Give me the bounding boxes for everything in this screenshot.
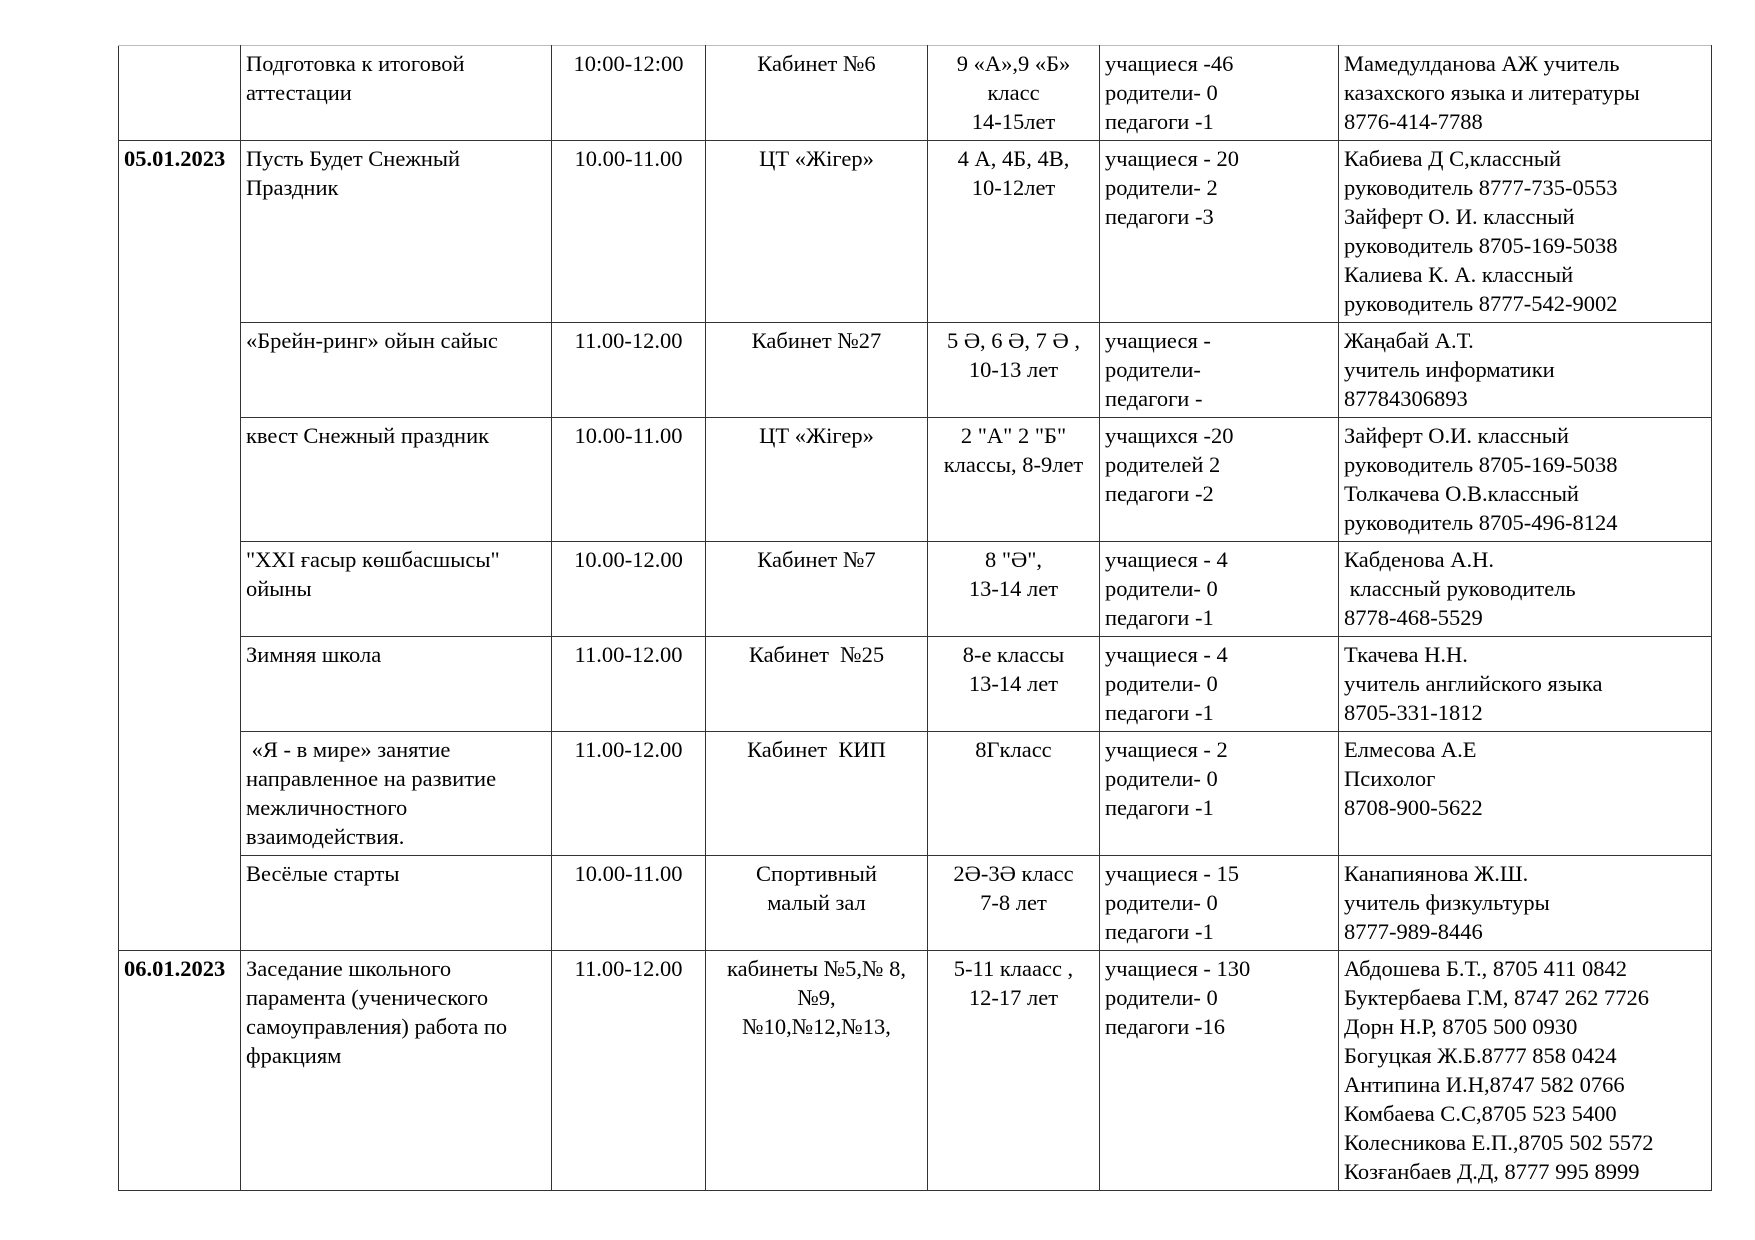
participants-line: педагоги -1	[1105, 605, 1214, 630]
class-line: 9 «А»,9 «Б»	[956, 51, 1071, 76]
class-line: 13-14 лет	[968, 576, 1059, 601]
class-line: 4 А, 4Б, 4В,	[957, 146, 1070, 171]
event-cell	[241, 141, 552, 323]
participants-cell	[1100, 542, 1339, 637]
event-cell	[241, 856, 552, 951]
class-line: 2Ә-3Ә класс	[953, 861, 1074, 886]
participants-line: педагоги -1	[1105, 700, 1214, 725]
event-cell	[241, 732, 552, 856]
responsible-line: классный руководитель	[1344, 576, 1576, 601]
responsible-line: Канапиянова Ж.Ш.	[1344, 861, 1529, 886]
event-cell	[241, 637, 552, 732]
responsible-line: Зайферт О. И. классный	[1344, 204, 1575, 229]
date-cell	[119, 46, 241, 141]
place-line: №9,	[797, 985, 836, 1010]
responsible-line: Психолог	[1344, 766, 1436, 791]
class-cell	[928, 542, 1100, 637]
participants-line: педагоги -16	[1105, 1014, 1225, 1039]
responsible-cell	[1339, 323, 1712, 418]
responsible-line: Толкачева О.В.классный	[1344, 481, 1579, 506]
event-line: аттестации	[246, 80, 352, 105]
class-cell	[928, 951, 1100, 1191]
responsible-line: 87784306893	[1344, 386, 1468, 411]
class-cell	[928, 141, 1100, 323]
time-text: 11.00-12.00	[574, 328, 683, 353]
responsible-line: Зайферт О.И. классный	[1344, 423, 1569, 448]
table-row	[119, 951, 1712, 1191]
responsible-line: Калиева К. А. классный	[1344, 262, 1574, 287]
participants-line: педагоги -2	[1105, 481, 1214, 506]
responsible-line: Жаңабай А.Т.	[1344, 328, 1474, 353]
participants-cell	[1100, 141, 1339, 323]
participants-line: учащиеся - 15	[1105, 861, 1240, 886]
responsible-line: руководитель 8705-169-5038	[1344, 233, 1618, 258]
event-line: Праздник	[246, 175, 339, 200]
responsible-line: 8708-900-5622	[1344, 795, 1483, 820]
place-cell	[706, 418, 928, 542]
class-line: 7-8 лет	[980, 890, 1047, 915]
responsible-line: руководитель 8777-542-9002	[1344, 291, 1618, 316]
place-cell	[706, 46, 928, 141]
responsible-cell	[1339, 951, 1712, 1191]
table-row	[119, 418, 1712, 542]
participants-line: родители- 0	[1105, 766, 1218, 791]
class-line: 13-14 лет	[968, 671, 1059, 696]
schedule-table-body	[119, 46, 1712, 1191]
time-text: 11.00-12.00	[574, 956, 683, 981]
class-cell	[928, 46, 1100, 141]
responsible-line: 8777-989-8446	[1344, 919, 1483, 944]
class-line: 14-15лет	[971, 109, 1056, 134]
participants-cell	[1100, 856, 1339, 951]
participants-line: педагоги -	[1105, 386, 1203, 411]
event-cell	[241, 951, 552, 1191]
responsible-line: Дорн Н.Р, 8705 500 0930	[1344, 1014, 1578, 1039]
responsible-line: Мамедулданова АЖ учитель	[1344, 51, 1620, 76]
table-row	[119, 542, 1712, 637]
time-cell	[552, 637, 706, 732]
responsible-line: учитель английского языка	[1344, 671, 1603, 696]
participants-cell	[1100, 46, 1339, 141]
participants-line: родители- 0	[1105, 576, 1218, 601]
responsible-line: 8705-331-1812	[1344, 700, 1483, 725]
class-line: 5-11 клаасс ,	[953, 956, 1074, 981]
event-line: квест Снежный праздник	[246, 423, 490, 448]
time-text: 10.00-11.00	[574, 146, 683, 171]
class-cell	[928, 323, 1100, 418]
event-cell	[241, 323, 552, 418]
participants-cell	[1100, 732, 1339, 856]
participants-line: родители- 0	[1105, 80, 1218, 105]
responsible-line: учитель информатики	[1344, 357, 1555, 382]
responsible-line: Богуцкая Ж.Б.8777 858 0424	[1344, 1043, 1617, 1068]
responsible-line: казахского языка и литературы	[1344, 80, 1640, 105]
responsible-cell	[1339, 46, 1712, 141]
class-line: 8-е классы	[962, 642, 1065, 667]
event-line: «Я - в мире» занятие	[246, 737, 451, 762]
event-line: "XXI ғасыр көшбасшысы"	[246, 547, 500, 572]
participants-line: учащиеся -	[1105, 328, 1211, 353]
place-line: кабинеты №5,№ 8,	[727, 956, 906, 981]
responsible-line: учитель физкультуры	[1344, 890, 1550, 915]
time-cell	[552, 323, 706, 418]
class-cell	[928, 418, 1100, 542]
place-line: Кабинет №7	[757, 547, 876, 572]
time-cell	[552, 732, 706, 856]
responsible-cell	[1339, 542, 1712, 637]
participants-line: педагоги -1	[1105, 795, 1214, 820]
event-line: Зимняя школа	[246, 642, 382, 667]
place-cell	[706, 951, 928, 1191]
time-cell	[552, 46, 706, 141]
responsible-line: Антипина И.Н,8747 582 0766	[1344, 1072, 1625, 1097]
place-cell	[706, 732, 928, 856]
place-cell	[706, 542, 928, 637]
participants-line: учащиеся - 130	[1105, 956, 1251, 981]
participants-line: учащиеся -46	[1105, 51, 1234, 76]
class-line: 2 "А" 2 "Б"	[960, 423, 1067, 448]
participants-cell	[1100, 323, 1339, 418]
place-cell	[706, 141, 928, 323]
place-line: ЦТ «Жігер»	[759, 423, 874, 448]
time-cell	[552, 856, 706, 951]
schedule-table	[118, 45, 1712, 1191]
responsible-line: Кабиева Д С,классный	[1344, 146, 1562, 171]
responsible-line: Елмесова А.Е	[1344, 737, 1477, 762]
place-line: Кабинет КИП	[747, 737, 886, 762]
place-cell	[706, 637, 928, 732]
responsible-cell	[1339, 418, 1712, 542]
participants-line: родители- 0	[1105, 890, 1218, 915]
place-line: №10,№12,№13,	[742, 1014, 891, 1039]
event-line: направленное на развитие	[246, 766, 497, 791]
event-line: фракциям	[246, 1043, 342, 1068]
event-line: парамента (ученического	[246, 985, 489, 1010]
place-line: Кабинет №6	[757, 51, 876, 76]
event-cell	[241, 46, 552, 141]
time-text: 10.00-11.00	[574, 861, 683, 886]
event-line: Пусть Будет Снежный	[246, 146, 461, 171]
responsible-line: руководитель 8777-735-0553	[1344, 175, 1618, 200]
class-line: 8Гкласс	[975, 737, 1052, 762]
place-cell	[706, 856, 928, 951]
place-line: малый зал	[767, 890, 866, 915]
date-cell	[119, 141, 241, 951]
class-line: 8 "Ә",	[984, 547, 1043, 572]
place-cell	[706, 323, 928, 418]
participants-line: учащиеся - 4	[1105, 547, 1228, 572]
table-row	[119, 46, 1712, 141]
participants-line: родителей 2	[1105, 452, 1221, 477]
table-row	[119, 732, 1712, 856]
place-line: Спортивный	[756, 861, 877, 886]
event-cell	[241, 542, 552, 637]
responsible-cell	[1339, 856, 1712, 951]
date-text: 06.01.2023	[124, 956, 226, 981]
time-text: 11.00-12.00	[574, 737, 683, 762]
event-line: межличностного	[246, 795, 408, 820]
table-row	[119, 141, 1712, 323]
responsible-cell	[1339, 141, 1712, 323]
event-line: Заседание школьного	[246, 956, 452, 981]
date-text: 05.01.2023	[124, 146, 226, 171]
class-cell	[928, 732, 1100, 856]
participants-line: педагоги -3	[1105, 204, 1214, 229]
time-text: 10.00-12.00	[574, 547, 683, 572]
responsible-line: Колесникова Е.П.,8705 502 5572	[1344, 1130, 1654, 1155]
place-line: ЦТ «Жігер»	[759, 146, 874, 171]
responsible-line: руководитель 8705-496-8124	[1344, 510, 1618, 535]
time-cell	[552, 951, 706, 1191]
responsible-line: руководитель 8705-169-5038	[1344, 452, 1618, 477]
responsible-line: 8776-414-7788	[1344, 109, 1483, 134]
event-line: самоуправления) работа по	[246, 1014, 508, 1039]
responsible-line: Буктербаева Г.М, 8747 262 7726	[1344, 985, 1650, 1010]
class-line: 10-12лет	[971, 175, 1056, 200]
date-cell	[119, 951, 241, 1191]
participants-line: родители- 0	[1105, 985, 1218, 1010]
event-line: Весёлые старты	[246, 861, 400, 886]
class-line: 5 Ә, 6 Ә, 7 Ә ,	[946, 328, 1081, 353]
time-text: 10.00-11.00	[574, 423, 683, 448]
place-line: Кабинет №25	[748, 642, 885, 667]
time-text: 10:00-12:00	[573, 51, 684, 76]
responsible-line: Комбаева С.С,8705 523 5400	[1344, 1101, 1617, 1126]
participants-line: учащихся -20	[1105, 423, 1234, 448]
participants-cell	[1100, 951, 1339, 1191]
responsible-cell	[1339, 637, 1712, 732]
participants-line: педагоги -1	[1105, 109, 1214, 134]
participants-line: учащиеся - 4	[1105, 642, 1228, 667]
class-line: 10-13 лет	[968, 357, 1059, 382]
participants-line: учащиеся - 20	[1105, 146, 1240, 171]
participants-cell	[1100, 637, 1339, 732]
class-line: класс	[987, 80, 1040, 105]
class-cell	[928, 856, 1100, 951]
responsible-line: Ткачева Н.Н.	[1344, 642, 1468, 667]
class-line: 12-17 лет	[968, 985, 1059, 1010]
time-cell	[552, 141, 706, 323]
participants-line: родители-	[1105, 357, 1201, 382]
responsible-line: Кабденова А.Н.	[1344, 547, 1494, 572]
participants-line: учащиеся - 2	[1105, 737, 1228, 762]
event-line: «Брейн-ринг» ойын сайыс	[246, 328, 498, 353]
table-row	[119, 856, 1712, 951]
responsible-line: Козғанбаев Д.Д, 8777 995 8999	[1344, 1159, 1640, 1184]
event-cell	[241, 418, 552, 542]
table-row	[119, 323, 1712, 418]
event-line: ойыны	[246, 576, 312, 601]
responsible-line: 8778-468-5529	[1344, 605, 1483, 630]
time-text: 11.00-12.00	[574, 642, 683, 667]
participants-cell	[1100, 418, 1339, 542]
participants-line: родители- 2	[1105, 175, 1218, 200]
class-cell	[928, 637, 1100, 732]
participants-line: педагоги -1	[1105, 919, 1214, 944]
event-line: взаимодействия.	[246, 824, 405, 849]
responsible-cell	[1339, 732, 1712, 856]
responsible-line: Абдошева Б.Т., 8705 411 0842	[1344, 956, 1628, 981]
event-line: Подготовка к итоговой	[246, 51, 465, 76]
table-row	[119, 637, 1712, 732]
participants-line: родители- 0	[1105, 671, 1218, 696]
class-line: классы, 8-9лет	[943, 452, 1084, 477]
place-line: Кабинет №27	[751, 328, 882, 353]
time-cell	[552, 542, 706, 637]
time-cell	[552, 418, 706, 542]
